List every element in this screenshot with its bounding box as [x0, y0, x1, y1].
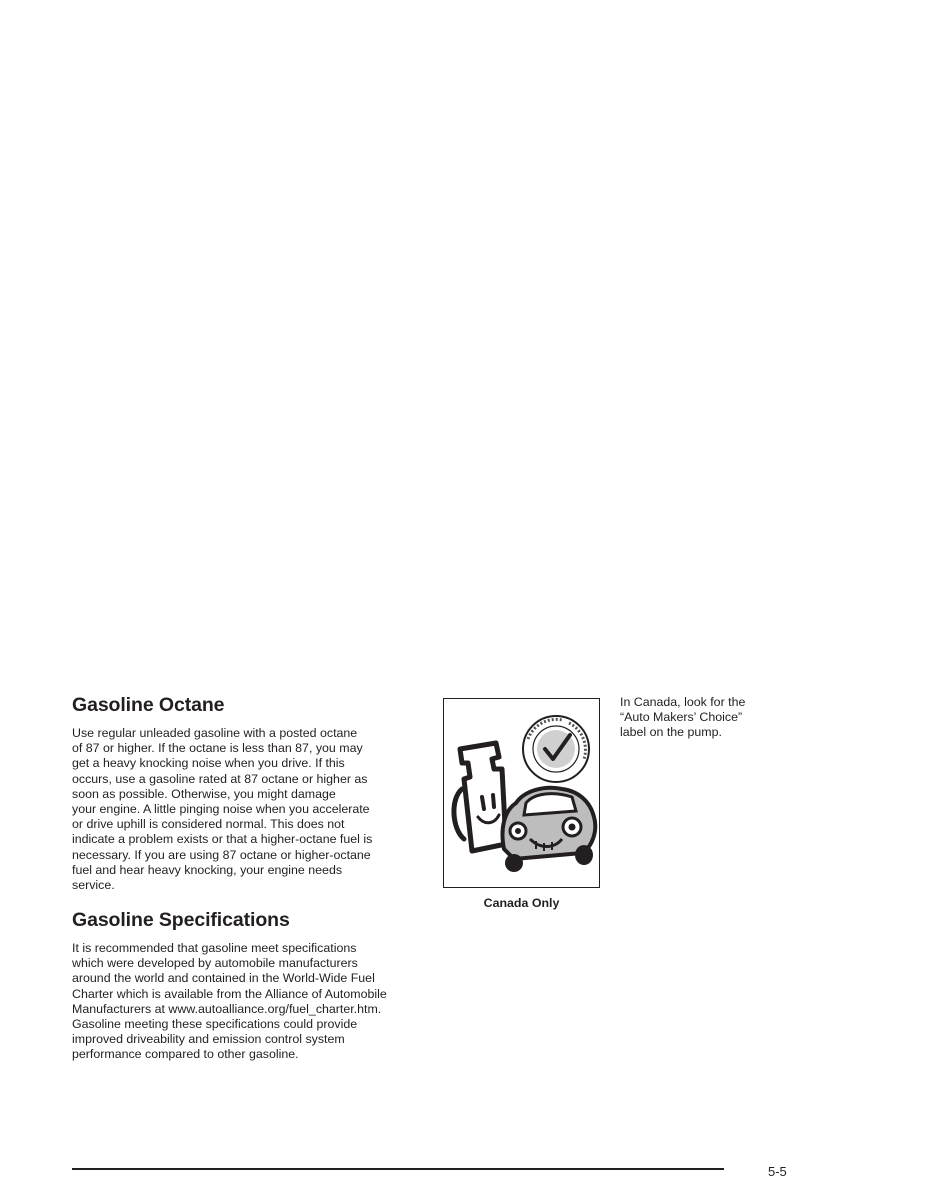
- paragraph-line: performance compared to other gasoline.: [72, 1047, 299, 1062]
- paragraph-line: It is recommended that gasoline meet specifications: [72, 941, 357, 955]
- paragraph-line: Manufacturers at www.autoalliance.org/fuel_charter.htm.: [72, 1001, 382, 1016]
- paragraph-line: or drive uphill is considered normal. This does not: [72, 817, 345, 832]
- paragraph-line: fuel and hear heavy knocking, your engine needs: [72, 862, 343, 877]
- car-character-icon: [503, 788, 596, 872]
- section-heading-gasoline-octane: Gasoline Octane: [72, 694, 225, 716]
- paragraph-line: improved driveability and emission control system: [72, 1032, 345, 1047]
- page-number: 5-5: [768, 1164, 787, 1179]
- fuel-pump-character-icon: [454, 743, 506, 851]
- side-note-line: label on the pump.: [620, 725, 722, 740]
- paragraph-line: indicate a problem exists or that a higher-octane fuel is: [72, 832, 373, 847]
- side-note-line: In Canada, look for the: [620, 695, 746, 709]
- paragraph-line: Charter which is available from the Alliance of Automobile: [72, 986, 387, 1001]
- footer-rule: [72, 1168, 724, 1170]
- side-note-line: “Auto Makers’ Choice”: [620, 710, 743, 725]
- paragraph-line: Gasoline meeting these specifications could provide: [72, 1017, 358, 1032]
- gasoline-specifications-paragraph: [72, 941, 387, 1063]
- figure-caption: Canada Only: [483, 896, 560, 910]
- gasoline-octane-paragraph: [72, 726, 372, 893]
- paragraph-line: your engine. A little pinging noise when you accelerate: [72, 802, 370, 817]
- paragraph-line: around the world and contained in the World-Wide Fuel: [72, 971, 375, 986]
- auto-makers-choice-seal-icon: [523, 716, 589, 782]
- paragraph-line: occurs, use a gasoline rated at 87 octane or higher as: [72, 771, 368, 786]
- paragraph-line: get a heavy knocking noise when you drive. If this: [72, 756, 345, 771]
- section-heading-gasoline-specifications: Gasoline Specifications: [72, 909, 290, 931]
- paragraph-line: of 87 or higher. If the octane is less than 87, you may: [72, 741, 363, 756]
- auto-makers-choice-fuel-pump-and-car-icon: [444, 699, 598, 886]
- side-note: [620, 695, 745, 741]
- paragraph-line: soon as possible. Otherwise, you might damage: [72, 786, 336, 801]
- paragraph-line: Use regular unleaded gasoline with a posted octane: [72, 726, 358, 740]
- paragraph-line: service.: [72, 878, 115, 893]
- paragraph-line: necessary. If you are using 87 octane or higher-octane: [72, 847, 371, 862]
- auto-makers-choice-figure: [443, 698, 600, 888]
- paragraph-line: which were developed by automobile manufacturers: [72, 956, 358, 971]
